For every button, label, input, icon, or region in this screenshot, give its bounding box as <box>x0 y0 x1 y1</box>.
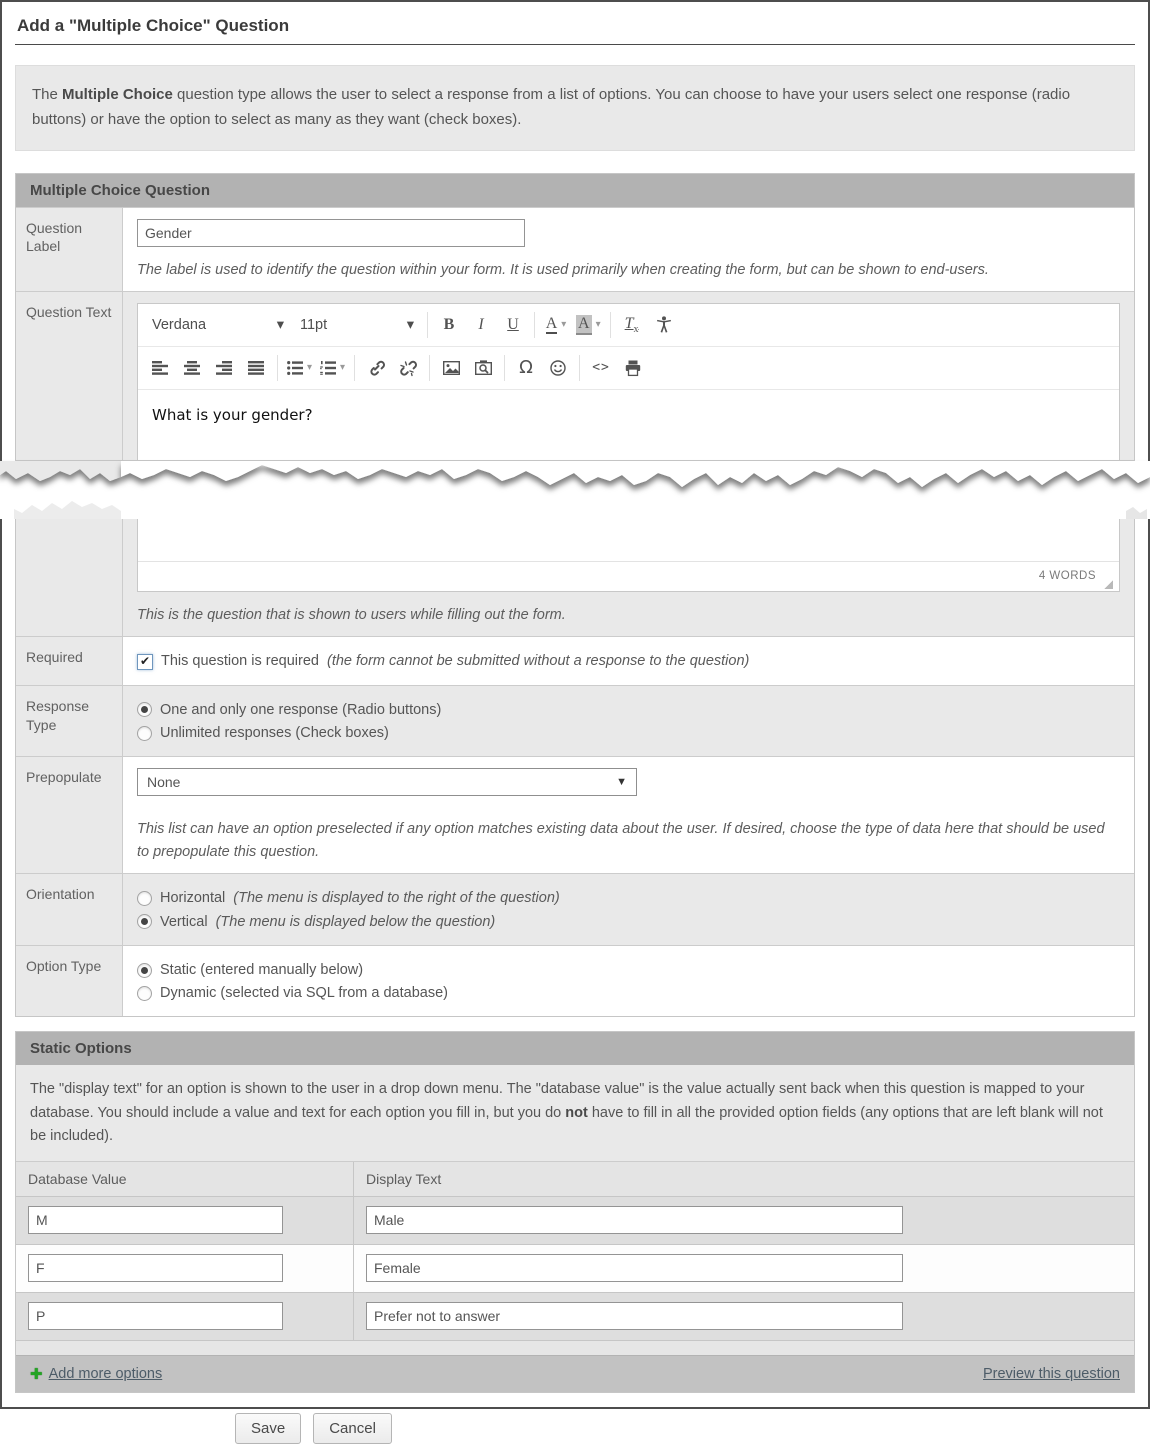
font-size-value: 11pt <box>300 316 328 333</box>
numbered-list-button[interactable] <box>316 352 349 384</box>
media-search-icon <box>475 360 492 375</box>
align-left-icon <box>152 361 168 375</box>
clear-formatting-button[interactable] <box>616 309 648 341</box>
smiley-icon <box>550 360 566 376</box>
prepopulate-caption: Prepopulate <box>16 757 123 873</box>
text-color-button[interactable] <box>540 309 572 341</box>
font-family-select[interactable] <box>144 309 292 341</box>
font-size-select[interactable] <box>292 309 422 341</box>
print-button[interactable] <box>617 352 649 384</box>
response-type-caption: Response Type <box>16 686 123 757</box>
save-button[interactable]: Save <box>235 1413 301 1444</box>
background-color-button[interactable] <box>572 309 605 341</box>
options-footer-bar <box>16 1355 1134 1392</box>
database-value-input[interactable] <box>28 1254 283 1282</box>
accessibility-checker-button[interactable] <box>648 309 680 341</box>
word-count: 4 WORDS <box>1038 570 1096 583</box>
checkmark-icon: ✔ <box>139 654 151 669</box>
background-color-icon: A <box>576 315 592 335</box>
intro-part2: question type allows the user to select a response from a list of options. You can choose to have your users select one response (radio buttons) or have the option to select as many as they want (check boxes). <box>32 86 1071 128</box>
prepopulate-row <box>16 756 1134 873</box>
prepopulate-select[interactable] <box>137 768 637 796</box>
chevron-down-icon: ▾ <box>276 316 284 333</box>
bullet-list-button[interactable] <box>283 352 316 384</box>
source-code-button[interactable] <box>585 352 617 384</box>
omega-icon: Ω <box>519 357 533 379</box>
preview-this-question-link[interactable]: Preview this question <box>982 1366 1120 1383</box>
printer-icon <box>625 360 641 376</box>
static-options-panel <box>15 1031 1135 1393</box>
display-text-column-header: Display Text <box>366 1171 442 1188</box>
multiple-choice-panel <box>15 173 1135 461</box>
chevron-down-icon: ▾ <box>595 319 601 331</box>
option-type-radio-dynamic[interactable] <box>137 986 152 1001</box>
panel-header: Multiple Choice Question <box>16 174 1134 207</box>
toolbar-separator <box>354 355 355 381</box>
prepopulate-help: This list can have an option preselected if any option matches existing data about the user. If desired, choose the type of data here that should be used to prepopulate this question. <box>137 821 1105 860</box>
editor-toolbar-row1 <box>138 304 1119 347</box>
editor-content[interactable] <box>138 390 1119 460</box>
question-label-input[interactable] <box>137 219 525 247</box>
toolbar-separator <box>504 355 505 381</box>
toolbar-separator <box>429 355 430 381</box>
response-unlimited-label: Unlimited responses (Check boxes) <box>160 725 389 742</box>
option-type-dynamic-label: Dynamic (selected via SQL from a database) <box>160 985 448 1002</box>
add-more-options-link[interactable] <box>30 1365 162 1383</box>
underline-icon: U <box>507 315 519 333</box>
response-type-row <box>16 685 1134 757</box>
accessibility-person-icon <box>656 316 672 333</box>
orientation-vertical-label: Vertical <box>160 913 208 930</box>
question-text-caption: Question Text <box>16 292 123 460</box>
add-more-options-label[interactable]: Add more options <box>48 1366 163 1383</box>
remove-link-button[interactable] <box>392 352 424 384</box>
code-icon: <> <box>592 360 610 376</box>
question-text-caption-stub <box>16 519 123 636</box>
option-type-static-label: Static (entered manually below) <box>160 961 364 978</box>
clear-formatting-icon: $T_x$ <box>624 314 639 336</box>
text-color-icon: A <box>546 316 558 335</box>
rich-text-editor-bottom <box>137 519 1120 592</box>
option-row <box>16 1292 1134 1340</box>
orientation-horizontal-label: Horizontal <box>160 890 226 907</box>
chevron-down-icon: ▼ <box>616 776 627 789</box>
chevron-down-icon: ▾ <box>340 362 346 374</box>
title-divider <box>15 44 1135 45</box>
display-text-input[interactable] <box>366 1254 903 1282</box>
required-note: (the form cannot be submitted without a response to the question) <box>326 653 750 670</box>
chevron-down-icon: ▾ <box>406 316 414 333</box>
toolbar-separator <box>610 312 611 338</box>
database-value-input[interactable] <box>28 1206 283 1234</box>
response-radio-single[interactable] <box>137 702 152 717</box>
bold-icon: B <box>443 315 455 333</box>
font-family-value: Verdana <box>152 316 207 333</box>
editor-toolbar-row2 <box>138 347 1119 390</box>
torn-screenshot-edge <box>0 461 1150 519</box>
link-icon <box>368 360 385 376</box>
required-text: This question is required <box>161 653 319 670</box>
bold-button[interactable] <box>433 309 465 341</box>
static-options-description <box>16 1065 1134 1162</box>
align-center-icon <box>184 361 200 375</box>
option-row <box>16 1244 1134 1292</box>
special-character-button[interactable] <box>510 352 542 384</box>
chevron-down-icon: ▾ <box>307 362 313 374</box>
intro-bold: Multiple Choice <box>62 86 173 103</box>
static-desc-part1: The "display text" for an option is shown to the user in a drop down menu. The "database value" is the value actually sent back when this question is mapped to your database. You should include a value and text for each option you fill in, but you do <box>30 1081 1085 1121</box>
page-title: Add a "Multiple Choice" Question <box>17 16 290 35</box>
intro-part1: The <box>32 86 63 103</box>
static-desc-part2: have to fill in all the provided option fields (any options that are left blank will not be included). <box>30 1104 1103 1144</box>
toolbar-separator <box>277 355 278 381</box>
italic-icon: I <box>478 315 484 333</box>
align-right-button[interactable] <box>208 352 240 384</box>
question-label-help: The label is used to identify the question within your form. It is used primarily when creating the form, but can be shown to end-users. <box>137 261 989 278</box>
align-center-button[interactable] <box>176 352 208 384</box>
required-checkbox[interactable] <box>137 654 153 670</box>
toolbar-separator <box>427 312 428 338</box>
form-actions <box>235 1413 1135 1444</box>
orientation-caption: Orientation <box>16 874 123 945</box>
question-text-row-bottom <box>16 519 1134 636</box>
option-row <box>16 1196 1134 1244</box>
editor-text: What is your gender? <box>152 405 313 424</box>
emoticons-button[interactable] <box>542 352 574 384</box>
required-caption: Required <box>16 637 123 684</box>
option-type-caption: Option Type <box>16 946 123 1017</box>
option-type-radio-static[interactable] <box>137 963 152 978</box>
bullet-list-icon <box>287 361 303 375</box>
required-row <box>16 636 1134 684</box>
display-text-input[interactable] <box>366 1206 903 1234</box>
numbered-list-icon <box>320 361 336 375</box>
italic-button[interactable] <box>465 309 497 341</box>
green-plus-icon: ✚ <box>30 1366 43 1384</box>
editor-statusbar <box>138 561 1119 591</box>
question-text-row <box>16 291 1134 460</box>
unlink-icon <box>399 360 417 376</box>
response-single-label: One and only one response (Radio buttons) <box>160 701 442 718</box>
options-table-header <box>16 1162 1134 1196</box>
orientation-row <box>16 873 1134 945</box>
multiple-choice-panel-bottom <box>15 519 1135 1017</box>
insert-link-button[interactable] <box>360 352 392 384</box>
response-radio-unlimited[interactable] <box>137 726 152 741</box>
option-type-row <box>16 945 1134 1017</box>
align-justify-button[interactable] <box>240 352 272 384</box>
toolbar-separator <box>579 355 580 381</box>
chevron-down-icon: ▾ <box>561 319 567 331</box>
intro-text <box>15 65 1135 151</box>
orientation-radio-horizontal[interactable] <box>137 891 152 906</box>
rich-text-editor <box>137 303 1120 460</box>
static-options-header: Static Options <box>16 1032 1134 1065</box>
browse-media-button[interactable] <box>467 352 499 384</box>
toolbar-separator <box>534 312 535 338</box>
options-spacer <box>16 1340 1134 1355</box>
cancel-button[interactable]: Cancel <box>313 1413 392 1444</box>
database-value-input[interactable] <box>28 1302 283 1330</box>
insert-image-button[interactable] <box>435 352 467 384</box>
question-text-help: This is the question that is shown to users while filling out the form. <box>137 606 566 623</box>
editor-content-bottom[interactable] <box>138 519 1119 561</box>
align-right-icon <box>216 361 232 375</box>
database-value-column-header: Database Value <box>16 1162 354 1196</box>
align-justify-icon <box>248 361 264 375</box>
underline-button[interactable] <box>497 309 529 341</box>
resize-grip-icon[interactable] <box>1104 580 1113 589</box>
orientation-vertical-note: (The menu is displayed below the question) <box>215 913 496 930</box>
prepopulate-value: None <box>147 774 181 791</box>
display-text-input[interactable] <box>366 1302 903 1330</box>
align-left-button[interactable] <box>144 352 176 384</box>
orientation-radio-vertical[interactable] <box>137 914 152 929</box>
image-icon <box>443 361 460 375</box>
question-label-row <box>16 207 1134 291</box>
orientation-horizontal-note: (The menu is displayed to the right of the question) <box>233 890 560 907</box>
question-label-caption: Question Label <box>16 208 123 291</box>
static-desc-bold: not <box>565 1104 588 1121</box>
